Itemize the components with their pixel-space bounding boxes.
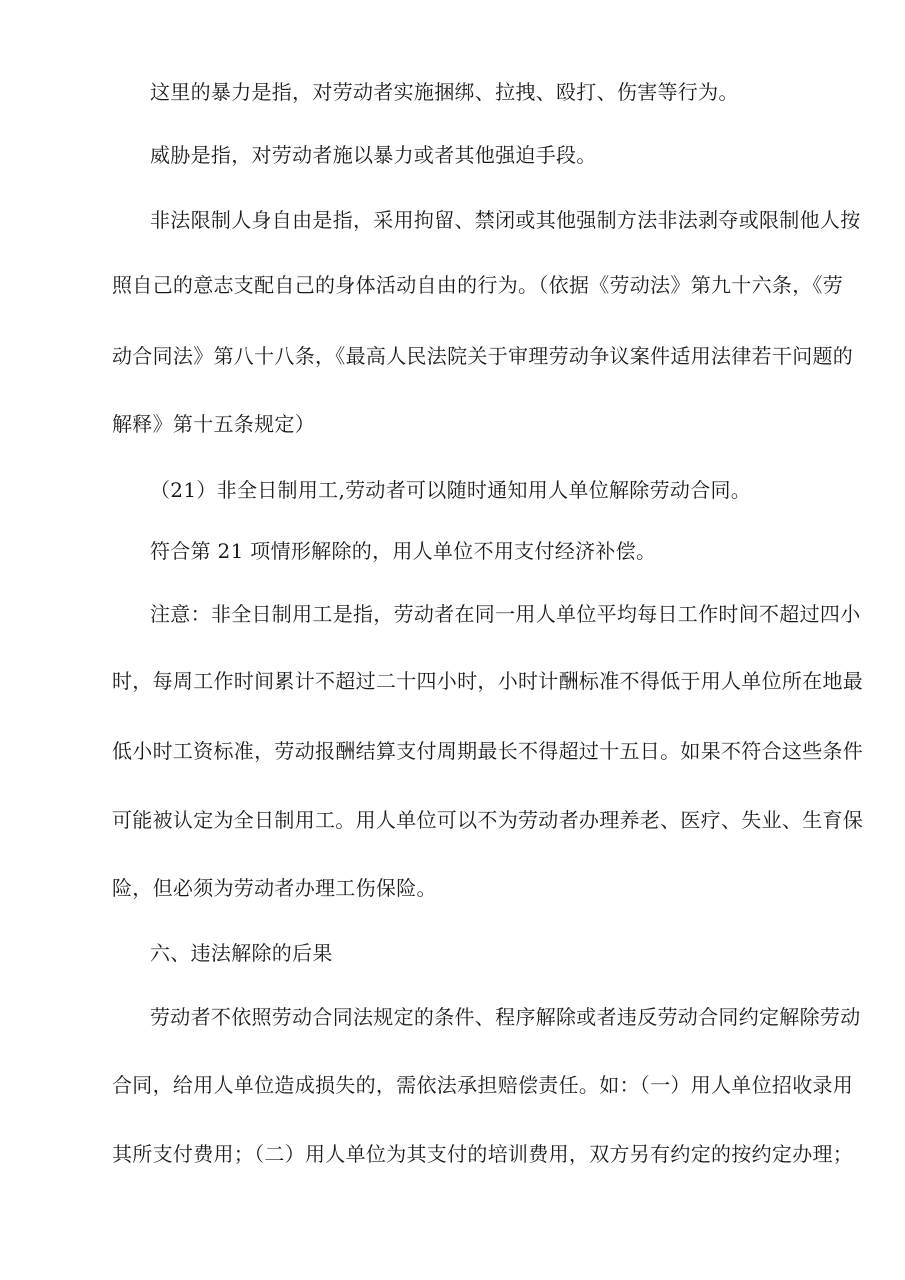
paragraph-restriction-line-2: 照自己的意志支配自己的身体活动自由的行为。（依据《劳动法》第九十六条，《劳 (112, 273, 844, 297)
consequences-line-1: 劳动者不依照劳动合同法规定的条件、程序解除或者违反劳动合同约定解除劳动 (150, 1005, 861, 1029)
item-21-heading: （21）非全日制用工,劳动者可以随时通知用人单位解除劳动合同。 (150, 478, 752, 502)
paragraph-violence-definition: 这里的暴力是指，对劳动者实施捆绑、拉拽、殴打、伤害等行为。 (150, 80, 739, 104)
note-parttime-line-2: 时，每周工作时间累计不超过二十四小时，小时计酬标准不得低于用人单位所在地最 (112, 669, 864, 693)
note-parttime-line-3: 低小时工资标准，劳动报酬结算支付周期最长不得超过十五日。如果不符合这些条件 (112, 739, 864, 763)
paragraph-restriction-line-4: 解释》第十五条规定） (112, 412, 315, 436)
paragraph-restriction-line-3: 动合同法》第八十八条，《最高人民法院关于审理劳动争议案件适用法律若干问题的 (112, 344, 854, 368)
paragraph-threat-definition: 威胁是指，对劳动者施以暴力或者其他强迫手段。 (150, 143, 597, 167)
note-parttime-line-1: 注意：非全日制用工是指，劳动者在同一用人单位平均每日工作时间不超过四小 (150, 602, 861, 626)
note-parttime-line-5: 险，但必须为劳动者办理工伤保险。 (112, 876, 437, 900)
item-21-compensation-note: 符合第 21 项情形解除的，用人单位不用支付经济补偿。 (150, 539, 657, 563)
note-parttime-line-4: 可能被认定为全日制用工。用人单位可以不为劳动者办理养老、医疗、失业、生育保 (112, 808, 864, 832)
paragraph-restriction-line-1: 非法限制人身自由是指，采用拘留、禁闭或其他强制方法非法剥夺或限制他人按 (150, 208, 861, 232)
consequences-line-3: 其所支付费用；（二）用人单位为其支付的培训费用，双方另有约定的按约定办理； (112, 1142, 854, 1166)
consequences-line-2: 合同，给用人单位造成损失的，需依法承担赔偿责任。如：（一）用人单位招收录用 (112, 1073, 854, 1097)
section-six-heading: 六、违法解除的后果 (150, 941, 333, 965)
